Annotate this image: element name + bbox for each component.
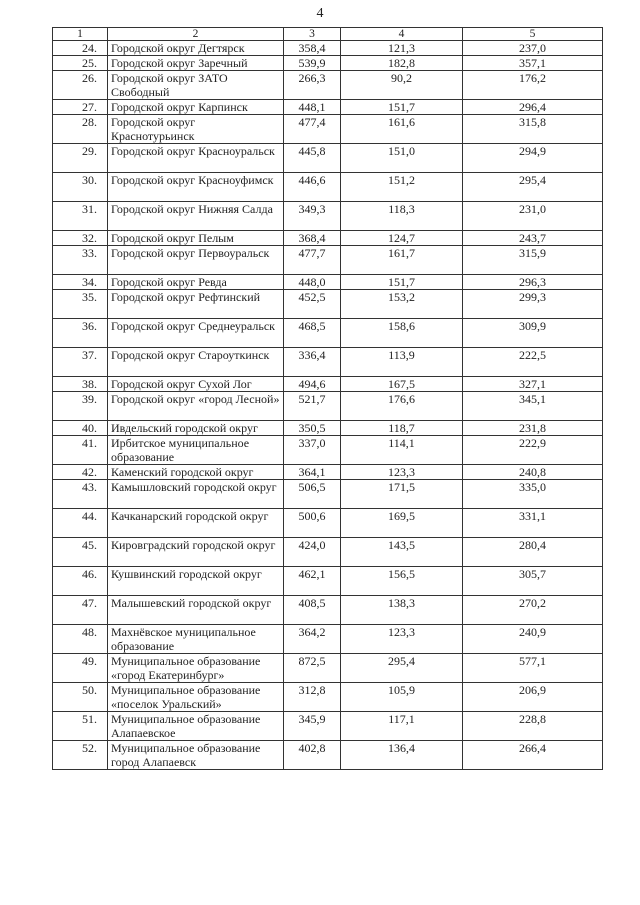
value-col5: 345,1 — [463, 392, 603, 421]
value-col3: 364,2 — [284, 625, 341, 654]
value-col4: 161,6 — [341, 115, 463, 144]
value-col4: 151,0 — [341, 144, 463, 173]
value-col5: 243,7 — [463, 231, 603, 246]
table-row — [53, 567, 603, 596]
municipality-name: Городской округ Ревда — [108, 275, 284, 290]
row-number: 39. — [53, 392, 108, 421]
value-col3: 872,5 — [284, 654, 341, 683]
row-number: 46. — [53, 567, 108, 596]
value-col5: 280,4 — [463, 538, 603, 567]
table-row — [53, 683, 603, 712]
value-col3: 364,1 — [284, 465, 341, 480]
municipality-name: Муниципальное образование Алапаевское — [108, 712, 284, 741]
value-col5: 315,8 — [463, 115, 603, 144]
data-table — [52, 27, 603, 770]
value-col5: 335,0 — [463, 480, 603, 509]
value-col5: 231,0 — [463, 202, 603, 231]
value-col5: 296,4 — [463, 100, 603, 115]
table-row — [53, 654, 603, 683]
value-col4: 161,7 — [341, 246, 463, 275]
municipality-name: Городской округ «город Лесной» — [108, 392, 284, 421]
value-col4: 138,3 — [341, 596, 463, 625]
value-col5: 176,2 — [463, 71, 603, 100]
table-header-row — [53, 28, 603, 41]
municipality-name: Малышевский городской округ — [108, 596, 284, 625]
table-body — [53, 28, 603, 770]
value-col5: 237,0 — [463, 41, 603, 56]
municipality-name: Городской округ Первоуральск — [108, 246, 284, 275]
municipality-name: Муниципальное образование город Алапаевск — [108, 741, 284, 770]
municipality-name: Камышловский городской округ — [108, 480, 284, 509]
value-col3: 445,8 — [284, 144, 341, 173]
table-row — [53, 41, 603, 56]
value-col5: 294,9 — [463, 144, 603, 173]
table-row — [53, 712, 603, 741]
value-col5: 577,1 — [463, 654, 603, 683]
row-number: 43. — [53, 480, 108, 509]
row-number: 25. — [53, 56, 108, 71]
row-number: 37. — [53, 348, 108, 377]
municipality-name: Ирбитское муниципальное образование — [108, 436, 284, 465]
value-col3: 345,9 — [284, 712, 341, 741]
value-col5: 206,9 — [463, 683, 603, 712]
table-row — [53, 392, 603, 421]
page-number: 4 — [316, 6, 324, 21]
value-col4: 118,7 — [341, 421, 463, 436]
row-number: 52. — [53, 741, 108, 770]
value-col4: 123,3 — [341, 625, 463, 654]
header-cell: 2 — [108, 28, 284, 41]
value-col5: 266,4 — [463, 741, 603, 770]
row-number: 30. — [53, 173, 108, 202]
value-col5: 305,7 — [463, 567, 603, 596]
row-number: 48. — [53, 625, 108, 654]
municipality-name: Городской округ Сухой Лог — [108, 377, 284, 392]
value-col4: 124,7 — [341, 231, 463, 246]
table-row — [53, 144, 603, 173]
row-number: 33. — [53, 246, 108, 275]
row-number: 24. — [53, 41, 108, 56]
table-row — [53, 625, 603, 654]
value-col4: 169,5 — [341, 509, 463, 538]
value-col3: 477,7 — [284, 246, 341, 275]
value-col4: 295,4 — [341, 654, 463, 683]
row-number: 49. — [53, 654, 108, 683]
row-number: 27. — [53, 100, 108, 115]
value-col4: 176,6 — [341, 392, 463, 421]
value-col3: 446,6 — [284, 173, 341, 202]
value-col3: 448,0 — [284, 275, 341, 290]
value-col3: 539,9 — [284, 56, 341, 71]
row-number: 26. — [53, 71, 108, 100]
value-col3: 349,3 — [284, 202, 341, 231]
row-number: 41. — [53, 436, 108, 465]
table-row — [53, 538, 603, 567]
value-col4: 171,5 — [341, 480, 463, 509]
value-col3: 506,5 — [284, 480, 341, 509]
value-col3: 368,4 — [284, 231, 341, 246]
value-col5: 295,4 — [463, 173, 603, 202]
table-row — [53, 596, 603, 625]
value-col3: 266,3 — [284, 71, 341, 100]
header-cell: 5 — [463, 28, 603, 41]
table-row — [53, 480, 603, 509]
table-row — [53, 290, 603, 319]
row-number: 42. — [53, 465, 108, 480]
municipality-name: Махнёвское муниципальное образование — [108, 625, 284, 654]
value-col4: 143,5 — [341, 538, 463, 567]
value-col5: 228,8 — [463, 712, 603, 741]
municipality-name: Городской округ Красноуфимск — [108, 173, 284, 202]
value-col3: 462,1 — [284, 567, 341, 596]
value-col3: 358,4 — [284, 41, 341, 56]
municipality-name: Качканарский городской округ — [108, 509, 284, 538]
municipality-name: Муниципальное образование «город Екатеринбург» — [108, 654, 284, 683]
row-number: 36. — [53, 319, 108, 348]
municipality-name: Городской округ Староуткинск — [108, 348, 284, 377]
value-col4: 151,7 — [341, 100, 463, 115]
table-row — [53, 71, 603, 100]
value-col3: 424,0 — [284, 538, 341, 567]
value-col3: 468,5 — [284, 319, 341, 348]
row-number: 40. — [53, 421, 108, 436]
municipality-name: Городской округ ЗАТО Свободный — [108, 71, 284, 100]
value-col4: 121,3 — [341, 41, 463, 56]
value-col5: 296,3 — [463, 275, 603, 290]
table-row — [53, 100, 603, 115]
row-number: 44. — [53, 509, 108, 538]
value-col3: 337,0 — [284, 436, 341, 465]
header-cell: 1 — [53, 28, 108, 41]
header-cell: 4 — [341, 28, 463, 41]
table-row — [53, 173, 603, 202]
value-col3: 312,8 — [284, 683, 341, 712]
row-number: 38. — [53, 377, 108, 392]
value-col4: 90,2 — [341, 71, 463, 100]
value-col4: 158,6 — [341, 319, 463, 348]
value-col4: 118,3 — [341, 202, 463, 231]
row-number: 29. — [53, 144, 108, 173]
municipality-name: Муниципальное образование «поселок Уральский» — [108, 683, 284, 712]
value-col4: 105,9 — [341, 683, 463, 712]
municipality-name: Городской округ Рефтинский — [108, 290, 284, 319]
value-col5: 222,5 — [463, 348, 603, 377]
table-row — [53, 377, 603, 392]
header-cell: 3 — [284, 28, 341, 41]
value-col3: 408,5 — [284, 596, 341, 625]
value-col5: 231,8 — [463, 421, 603, 436]
row-number: 35. — [53, 290, 108, 319]
table-row — [53, 741, 603, 770]
value-col3: 521,7 — [284, 392, 341, 421]
value-col3: 402,8 — [284, 741, 341, 770]
value-col3: 448,1 — [284, 100, 341, 115]
row-number: 45. — [53, 538, 108, 567]
municipality-name: Городской округ Карпинск — [108, 100, 284, 115]
row-number: 32. — [53, 231, 108, 246]
table-row — [53, 348, 603, 377]
table-row — [53, 509, 603, 538]
value-col5: 240,8 — [463, 465, 603, 480]
municipality-name: Городской округ Среднеуральск — [108, 319, 284, 348]
row-number: 51. — [53, 712, 108, 741]
table-row — [53, 246, 603, 275]
value-col5: 357,1 — [463, 56, 603, 71]
table-row — [53, 465, 603, 480]
table-row — [53, 202, 603, 231]
value-col4: 117,1 — [341, 712, 463, 741]
value-col4: 123,3 — [341, 465, 463, 480]
value-col3: 336,4 — [284, 348, 341, 377]
value-col4: 156,5 — [341, 567, 463, 596]
municipality-name: Кушвинский городской округ — [108, 567, 284, 596]
value-col5: 299,3 — [463, 290, 603, 319]
municipality-name: Городской округ Нижняя Салда — [108, 202, 284, 231]
value-col4: 151,2 — [341, 173, 463, 202]
row-number: 50. — [53, 683, 108, 712]
municipality-name: Ивдельский городской округ — [108, 421, 284, 436]
value-col5: 222,9 — [463, 436, 603, 465]
row-number: 28. — [53, 115, 108, 144]
table-row — [53, 115, 603, 144]
municipality-name: Городской округ Красноуральск — [108, 144, 284, 173]
value-col4: 136,4 — [341, 741, 463, 770]
value-col3: 477,4 — [284, 115, 341, 144]
value-col5: 327,1 — [463, 377, 603, 392]
row-number: 34. — [53, 275, 108, 290]
value-col3: 452,5 — [284, 290, 341, 319]
value-col4: 182,8 — [341, 56, 463, 71]
table-row — [53, 56, 603, 71]
row-number: 31. — [53, 202, 108, 231]
value-col5: 240,9 — [463, 625, 603, 654]
value-col5: 315,9 — [463, 246, 603, 275]
municipality-name: Городской округ Заречный — [108, 56, 284, 71]
municipality-name: Городской округ Дегтярск — [108, 41, 284, 56]
value-col4: 113,9 — [341, 348, 463, 377]
table-row — [53, 421, 603, 436]
table-row — [53, 436, 603, 465]
municipality-name: Кировградский городской округ — [108, 538, 284, 567]
table-row — [53, 319, 603, 348]
value-col4: 167,5 — [341, 377, 463, 392]
value-col5: 309,9 — [463, 319, 603, 348]
table-row — [53, 275, 603, 290]
value-col3: 494,6 — [284, 377, 341, 392]
value-col4: 114,1 — [341, 436, 463, 465]
municipality-name: Городской округ Пелым — [108, 231, 284, 246]
value-col5: 270,2 — [463, 596, 603, 625]
value-col4: 153,2 — [341, 290, 463, 319]
table-row — [53, 231, 603, 246]
row-number: 47. — [53, 596, 108, 625]
value-col4: 151,7 — [341, 275, 463, 290]
municipality-name: Каменский городской округ — [108, 465, 284, 480]
value-col3: 500,6 — [284, 509, 341, 538]
municipality-name: Городской округ Краснотурьинск — [108, 115, 284, 144]
value-col5: 331,1 — [463, 509, 603, 538]
value-col3: 350,5 — [284, 421, 341, 436]
